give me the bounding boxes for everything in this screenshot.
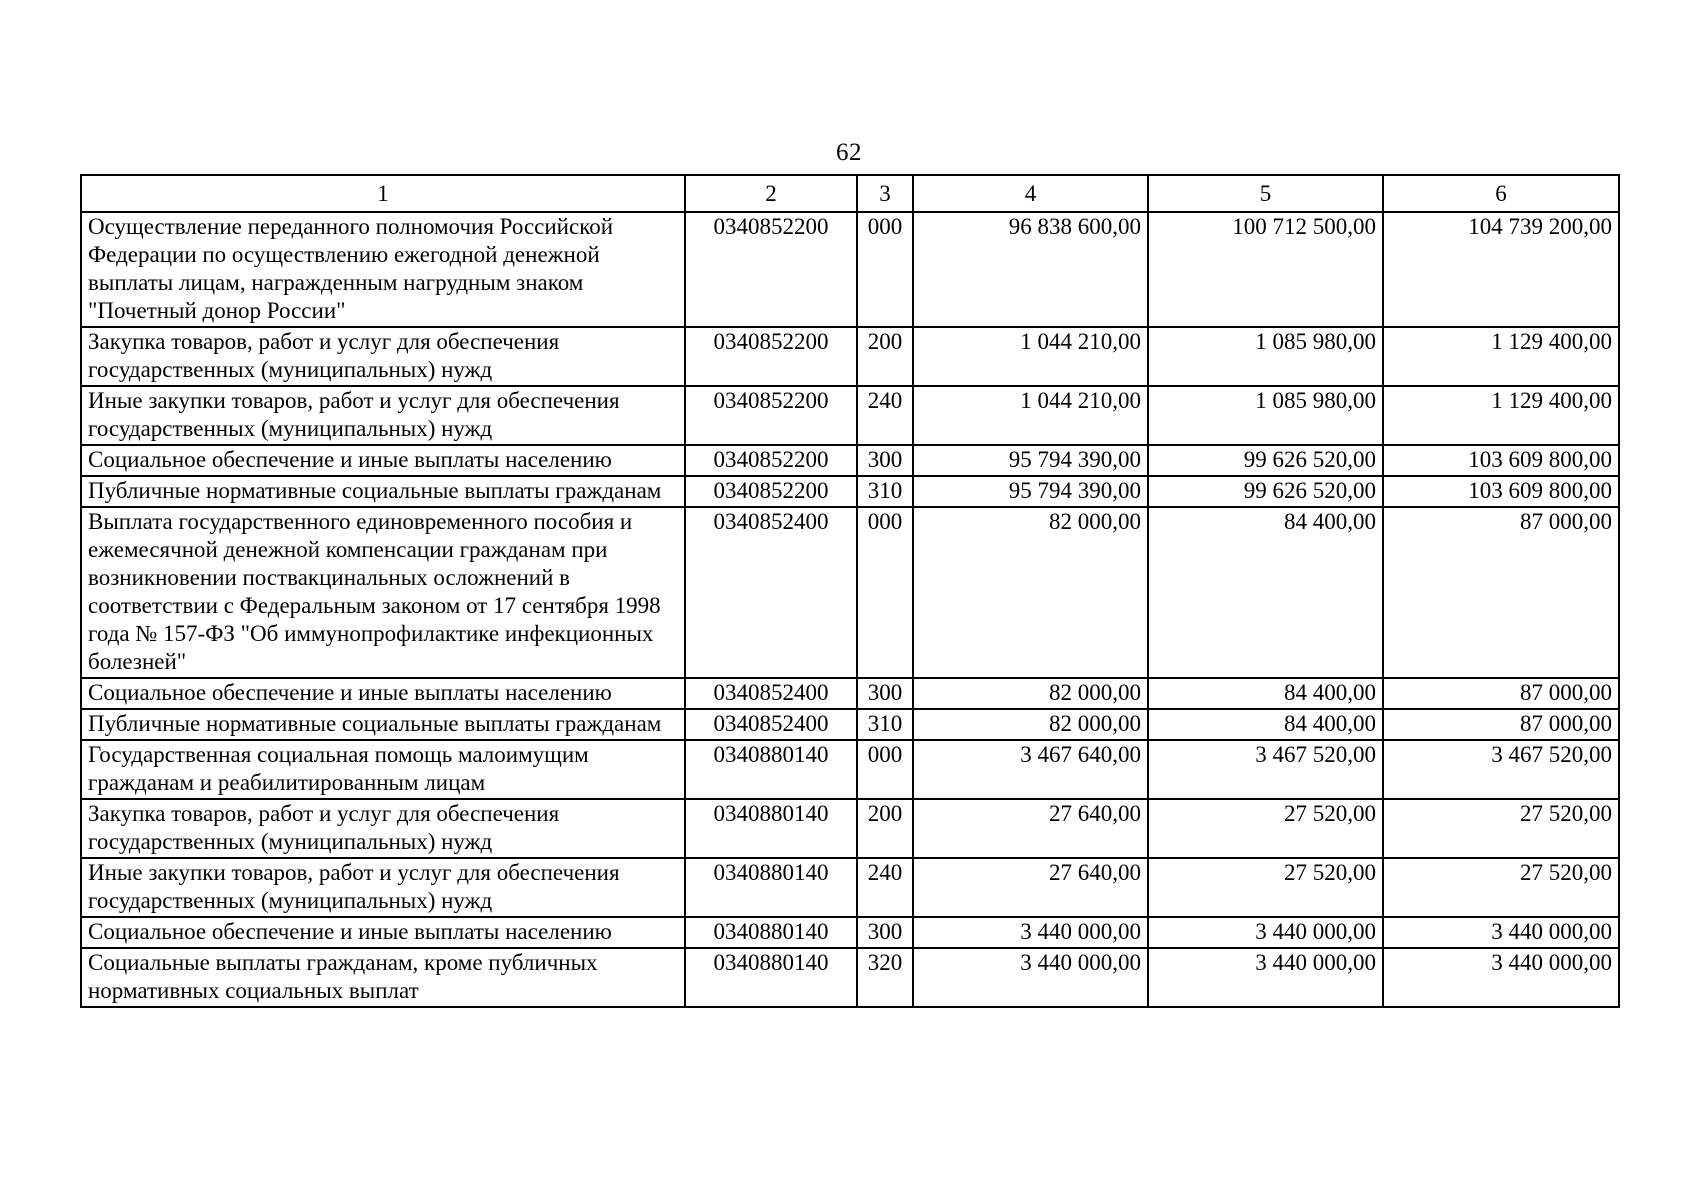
row-name-cell: Социальное обеспечение и иные выплаты населению <box>81 445 685 476</box>
row-amount-col6-cell: 87 000,00 <box>1383 678 1619 709</box>
row-amount-col6-cell: 27 520,00 <box>1383 858 1619 917</box>
row-amount-col6-cell: 87 000,00 <box>1383 709 1619 740</box>
row-amount-col5-cell: 27 520,00 <box>1148 799 1383 858</box>
row-amount-col5-cell: 84 400,00 <box>1148 678 1383 709</box>
table-row <box>81 212 1619 327</box>
row-amount-col5-cell: 27 520,00 <box>1148 858 1383 917</box>
row-name-cell: Публичные нормативные социальные выплаты гражданам <box>81 709 685 740</box>
row-code-cell: 0340852200 <box>685 476 857 507</box>
column-header: 2 <box>685 175 857 212</box>
row-name-cell: Выплата государственного единовременного пособия и ежемесячной денежной компенсации гражданам при возникновении поствакцинальных осложнений в соответствии с Федеральным законом от 17 сентября 1998 года № 157-ФЗ "Об иммунопрофилактике инфекционных болезней" <box>81 507 685 678</box>
row-name-cell: Иные закупки товаров, работ и услуг для обеспечения государственных (муниципальных) нужд <box>81 386 685 445</box>
row-name-cell: Социальные выплаты гражданам, кроме публичных нормативных социальных выплат <box>81 948 685 1007</box>
row-amount-col4-cell: 95 794 390,00 <box>913 445 1148 476</box>
row-name-cell: Осуществление переданного полномочия Российской Федерации по осуществлению ежегодной денежной выплаты лицам, награжденным нагрудным знаком "Почетный донор России" <box>81 212 685 327</box>
table-row <box>81 327 1619 386</box>
row-amount-col6-cell: 3 440 000,00 <box>1383 948 1619 1007</box>
row-type-cell: 200 <box>857 799 913 858</box>
row-code-cell: 0340880140 <box>685 948 857 1007</box>
row-amount-col5-cell: 1 085 980,00 <box>1148 386 1383 445</box>
row-code-cell: 0340852400 <box>685 709 857 740</box>
table-header-row <box>81 175 1619 212</box>
row-amount-col4-cell: 95 794 390,00 <box>913 476 1148 507</box>
row-code-cell: 0340852200 <box>685 327 857 386</box>
table-row <box>81 445 1619 476</box>
row-name-cell: Закупка товаров, работ и услуг для обеспечения государственных (муниципальных) нужд <box>81 327 685 386</box>
row-code-cell: 0340880140 <box>685 858 857 917</box>
row-type-cell: 000 <box>857 507 913 678</box>
row-amount-col6-cell: 87 000,00 <box>1383 507 1619 678</box>
row-code-cell: 0340852200 <box>685 212 857 327</box>
row-name-cell: Социальное обеспечение и иные выплаты населению <box>81 917 685 948</box>
table-row <box>81 476 1619 507</box>
row-code-cell: 0340852200 <box>685 386 857 445</box>
row-amount-col5-cell: 84 400,00 <box>1148 709 1383 740</box>
row-amount-col5-cell: 1 085 980,00 <box>1148 327 1383 386</box>
budget-table <box>80 174 1620 1008</box>
row-amount-col4-cell: 3 467 640,00 <box>913 740 1148 799</box>
row-name-cell: Государственная социальная помощь малоимущим гражданам и реабилитированным лицам <box>81 740 685 799</box>
row-amount-col4-cell: 27 640,00 <box>913 799 1148 858</box>
table-row <box>81 740 1619 799</box>
row-name-cell: Закупка товаров, работ и услуг для обеспечения государственных (муниципальных) нужд <box>81 799 685 858</box>
table-row <box>81 858 1619 917</box>
row-type-cell: 000 <box>857 212 913 327</box>
row-type-cell: 300 <box>857 445 913 476</box>
row-amount-col6-cell: 27 520,00 <box>1383 799 1619 858</box>
row-amount-col4-cell: 27 640,00 <box>913 858 1148 917</box>
row-amount-col4-cell: 3 440 000,00 <box>913 917 1148 948</box>
row-type-cell: 320 <box>857 948 913 1007</box>
table-row <box>81 678 1619 709</box>
row-code-cell: 0340852400 <box>685 678 857 709</box>
row-amount-col5-cell: 3 440 000,00 <box>1148 917 1383 948</box>
row-amount-col6-cell: 3 467 520,00 <box>1383 740 1619 799</box>
row-amount-col4-cell: 1 044 210,00 <box>913 327 1148 386</box>
row-amount-col5-cell: 84 400,00 <box>1148 507 1383 678</box>
row-amount-col6-cell: 1 129 400,00 <box>1383 386 1619 445</box>
row-code-cell: 0340880140 <box>685 740 857 799</box>
row-amount-col6-cell: 103 609 800,00 <box>1383 445 1619 476</box>
row-amount-col6-cell: 104 739 200,00 <box>1383 212 1619 327</box>
table-row <box>81 507 1619 678</box>
row-amount-col5-cell: 100 712 500,00 <box>1148 212 1383 327</box>
row-type-cell: 300 <box>857 678 913 709</box>
column-header: 5 <box>1148 175 1383 212</box>
row-type-cell: 000 <box>857 740 913 799</box>
column-header: 6 <box>1383 175 1619 212</box>
table-row <box>81 799 1619 858</box>
table-row <box>81 709 1619 740</box>
column-header: 3 <box>857 175 913 212</box>
row-amount-col5-cell: 99 626 520,00 <box>1148 476 1383 507</box>
row-type-cell: 310 <box>857 709 913 740</box>
table-body <box>81 212 1619 1007</box>
row-name-cell: Социальное обеспечение и иные выплаты населению <box>81 678 685 709</box>
row-code-cell: 0340852200 <box>685 445 857 476</box>
column-header: 4 <box>913 175 1148 212</box>
row-amount-col5-cell: 3 440 000,00 <box>1148 948 1383 1007</box>
row-amount-col4-cell: 1 044 210,00 <box>913 386 1148 445</box>
row-amount-col5-cell: 3 467 520,00 <box>1148 740 1383 799</box>
row-name-cell: Иные закупки товаров, работ и услуг для обеспечения государственных (муниципальных) нужд <box>81 858 685 917</box>
row-code-cell: 0340852400 <box>685 507 857 678</box>
row-amount-col4-cell: 3 440 000,00 <box>913 948 1148 1007</box>
page-number: 62 <box>836 139 862 166</box>
row-type-cell: 240 <box>857 386 913 445</box>
row-amount-col4-cell: 82 000,00 <box>913 678 1148 709</box>
row-name-cell: Публичные нормативные социальные выплаты гражданам <box>81 476 685 507</box>
row-amount-col5-cell: 99 626 520,00 <box>1148 445 1383 476</box>
table-row <box>81 917 1619 948</box>
row-type-cell: 200 <box>857 327 913 386</box>
row-code-cell: 0340880140 <box>685 917 857 948</box>
table-row <box>81 948 1619 1007</box>
column-header: 1 <box>81 175 685 212</box>
row-code-cell: 0340880140 <box>685 799 857 858</box>
table-row <box>81 386 1619 445</box>
row-amount-col6-cell: 1 129 400,00 <box>1383 327 1619 386</box>
row-type-cell: 240 <box>857 858 913 917</box>
row-type-cell: 300 <box>857 917 913 948</box>
row-amount-col4-cell: 82 000,00 <box>913 709 1148 740</box>
row-amount-col4-cell: 96 838 600,00 <box>913 212 1148 327</box>
row-amount-col6-cell: 3 440 000,00 <box>1383 917 1619 948</box>
row-type-cell: 310 <box>857 476 913 507</box>
row-amount-col6-cell: 103 609 800,00 <box>1383 476 1619 507</box>
row-amount-col4-cell: 82 000,00 <box>913 507 1148 678</box>
